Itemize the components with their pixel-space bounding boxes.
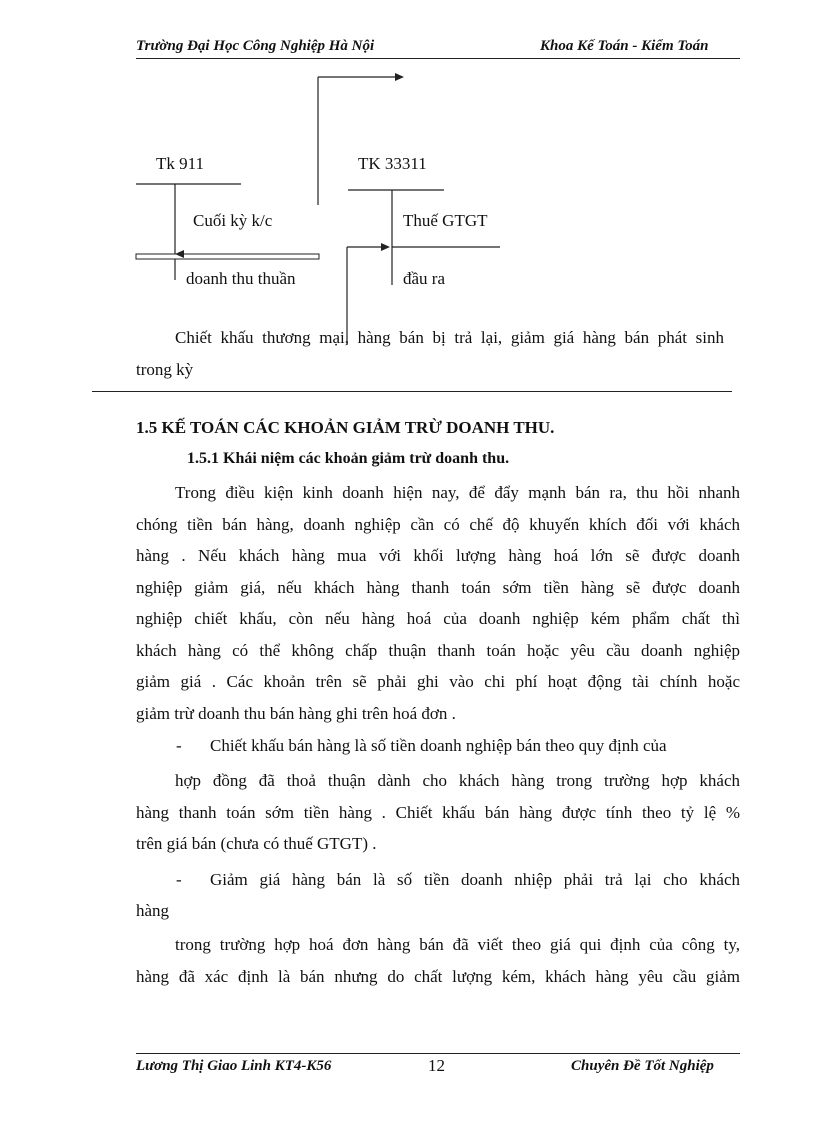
bullet-1-first-line: Chiết khấu bán hàng là số tiền doanh nghiệp bán theo quy định của xyxy=(210,736,667,755)
p-last-line: hàng đã xác định là bán nhưng do chất lượng kém, khách hàng yêu cầu giảm xyxy=(136,966,740,986)
arrow-head-bottom xyxy=(381,243,390,251)
p1-line: Trong điều kiện kinh doanh hiện nay, để đẩy mạnh bán ra, thu hồi nhanh xyxy=(175,483,740,502)
footer-author: Lương Thị Giao Linh KT4-K56 xyxy=(136,1058,332,1074)
intro-paragraph xyxy=(136,322,740,385)
diagram-lines xyxy=(0,0,816,360)
bullet-2-first-line: Giảm giá hàng bán là số tiền doanh nhiệp phải trả lại cho khách xyxy=(210,870,740,889)
p1-line: giảm trừ doanh thu bán hàng ghi trên hoá đơn . xyxy=(136,703,456,723)
p1-line: nghiệp chiết khấu, còn nếu hàng hoá của doanh nghiệp kém phẩm chất thì xyxy=(136,609,740,628)
footer-right: Chuyên Đề Tốt Nghiệp xyxy=(571,1058,714,1074)
p1-line: giảm giá . Các khoản trên sẽ phải ghi vào chi phí hoạt động tài chính hoặc xyxy=(136,672,740,691)
header-left: Trường Đại Học Công Nghiệp Hà Nội xyxy=(136,38,375,54)
section-heading: 1.5 KẾ TOÁN CÁC KHOẢN GIẢM TRỪ DOANH THU. xyxy=(136,418,555,437)
bullet-2-first xyxy=(210,864,740,896)
subsection-heading: 1.5.1 Khái niệm các khoản giảm trừ doanh thu. xyxy=(187,450,510,467)
section-separator xyxy=(92,391,732,392)
label-doanh-thu-thuan: doanh thu thuần xyxy=(186,269,296,288)
p1-line: nghiệp giảm giá, nếu khách hàng thanh toán sớm tiền hàng sẽ được doanh xyxy=(136,577,740,597)
intro-line-1: Chiết khấu thương mại, hàng bán bị trả lại, giảm giá hàng bán phát sinh xyxy=(175,328,724,347)
bullet-1-first xyxy=(210,730,740,762)
paragraph-last xyxy=(136,929,740,992)
account-tk33311: TK 33311 xyxy=(358,154,427,173)
label-thue-gtgt: Thuế GTGT xyxy=(403,211,488,230)
p1-line: hàng . Nếu khách hàng mua với khối lượng hàng hoá lớn sẽ được doanh xyxy=(136,546,740,565)
bullet-1-rest xyxy=(136,765,740,860)
intro-line-2: trong kỳ xyxy=(136,359,194,379)
bullet-1-line: hàng thanh toán sớm tiền hàng . Chiết khấu bán hàng được tính theo tỷ lệ % xyxy=(136,802,740,822)
bullet-2-rest xyxy=(136,895,740,927)
p-last-line: trong trường hợp hoá đơn hàng bán đã viết theo giá qui định của công ty, xyxy=(175,935,740,954)
page-number: 12 xyxy=(428,1056,445,1075)
bullet-1-line: hợp đồng đã thoả thuận dành cho khách hàng trong trường hợp khách xyxy=(175,771,740,790)
arrow-head-top xyxy=(395,73,404,81)
label-dau-ra: đầu ra xyxy=(403,269,446,288)
footer-rule xyxy=(136,1053,740,1054)
bullet-1-dash: - xyxy=(176,736,182,755)
bullet-2-dash: - xyxy=(176,870,182,889)
label-cuoi-ky: Cuối kỳ k/c xyxy=(193,211,273,230)
tk911-double-line xyxy=(136,254,319,259)
account-tk911: Tk 911 xyxy=(156,154,205,173)
p1-line: khách hàng có thể không chấp thuận thanh toán hoặc yêu cầu doanh nghiệp xyxy=(136,640,740,660)
bullet-1-line: trên giá bán (chưa có thuế GTGT) . xyxy=(136,834,377,853)
p1-line: chóng tiền bán hàng, doanh nghiệp cần có chế độ khuyến khích đối với khách xyxy=(136,514,740,534)
header-right: Khoa Kế Toán - Kiểm Toán xyxy=(540,38,709,54)
paragraph-1 xyxy=(136,477,740,729)
bullet-2-line: hàng xyxy=(136,901,170,920)
